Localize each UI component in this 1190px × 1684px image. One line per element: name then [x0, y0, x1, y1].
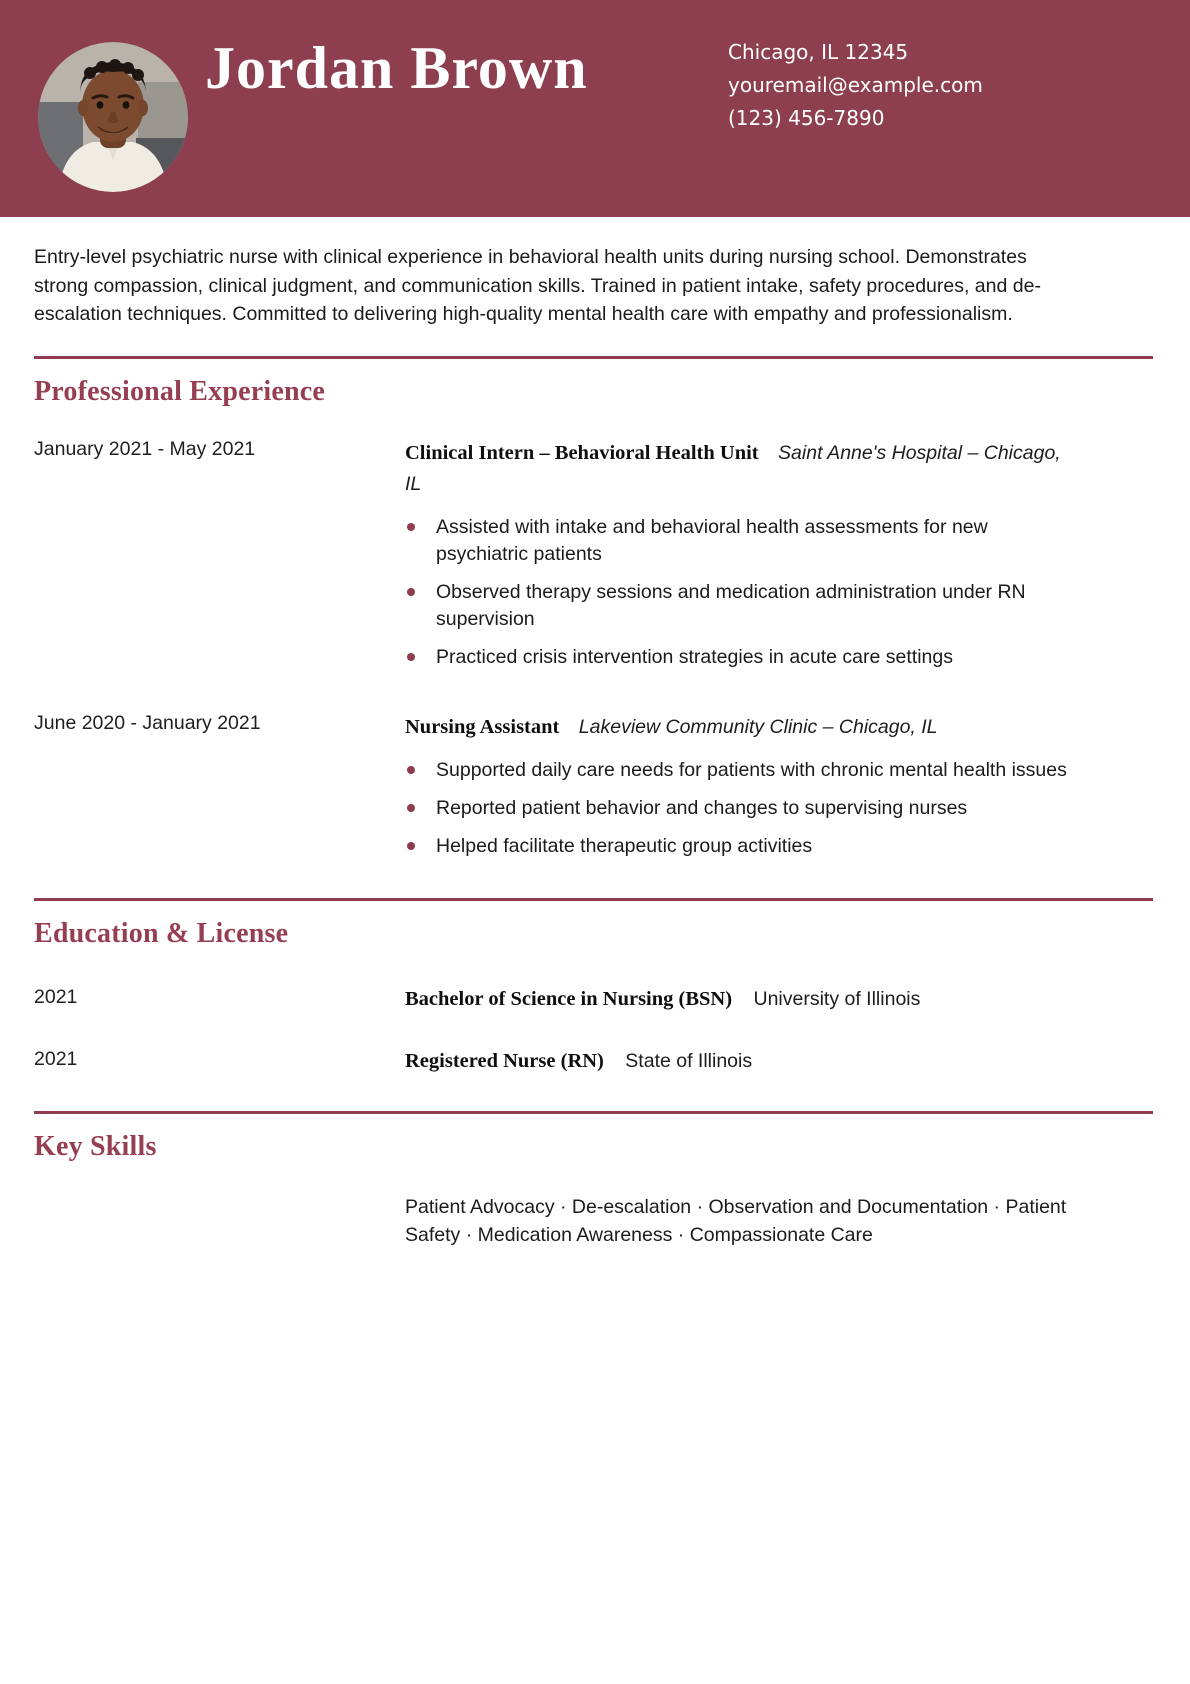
spacer [34, 1074, 1156, 1084]
job-title: Nursing Assistant [405, 715, 560, 738]
job-employer: Lakeview Community Clinic – Chicago, IL [578, 715, 938, 738]
experience-entry [34, 438, 1156, 682]
section-title-education: Education & License [34, 917, 289, 949]
bullet-dot-icon [407, 523, 415, 531]
education-credential: Registered Nurse (RN) [405, 1049, 604, 1072]
job-bullet-list [405, 514, 1081, 671]
education-institution: University of Illinois [753, 987, 921, 1010]
contact-email: youremail@example.com [728, 73, 983, 97]
job-headline [405, 712, 1067, 743]
job-title: Clinical Intern – Behavioral Health Unit [405, 441, 759, 464]
education-details [405, 986, 920, 1012]
bullet-dot-icon [407, 653, 415, 661]
person-name: Jordan Brown [205, 35, 588, 101]
section-divider [34, 898, 1153, 901]
bullet-item [405, 795, 1067, 822]
job-dates: January 2021 - May 2021 [34, 437, 256, 460]
job-headline [405, 438, 1081, 500]
header-band [0, 0, 1190, 217]
skills-text: Patient Advocacy · De-escalation · Observation and Documentation · Patient Safety · Medication Awareness · Compassionate Care [405, 1195, 1067, 1246]
job-bullet-list [405, 757, 1067, 860]
section-title-skills: Key Skills [34, 1130, 157, 1162]
bullet-item [405, 644, 1081, 671]
bullet-item [405, 757, 1067, 784]
section-divider [34, 356, 1153, 359]
avatar [38, 42, 188, 192]
bullet-item [405, 833, 1067, 860]
bullet-text: Assisted with intake and behavioral health assessments for new psychiatric patients [436, 515, 988, 565]
section-divider [34, 1111, 1153, 1114]
section-title-experience: Professional Experience [34, 375, 326, 407]
portrait-photo [38, 42, 188, 192]
education-entry [34, 986, 1156, 1012]
job-employer: Saint Anne's Hospital – Chicago, IL [405, 441, 1061, 495]
bullet-text: Supported daily care needs for patients with chronic mental health issues [436, 758, 1067, 781]
bullet-item [405, 514, 1081, 568]
bullet-dot-icon [407, 588, 415, 596]
bullet-dot-icon [407, 766, 415, 774]
bullet-text: Helped facilitate therapeutic group activities [436, 834, 813, 857]
education-year: 2021 [34, 985, 78, 1008]
education-credential: Bachelor of Science in Nursing (BSN) [405, 987, 733, 1010]
bullet-dot-icon [407, 842, 415, 850]
bullet-text: Practiced crisis intervention strategies in acute care settings [436, 645, 953, 668]
job-details [405, 438, 1081, 682]
bullet-text: Reported patient behavior and changes to supervising nurses [436, 796, 968, 819]
resume-body [0, 243, 1190, 1249]
education-entry [34, 1048, 1156, 1074]
contact-phone: (123) 456-7890 [728, 106, 885, 130]
contact-block [728, 36, 983, 135]
education-year: 2021 [34, 1047, 78, 1070]
skills-entry [34, 1193, 1156, 1249]
bullet-item [405, 579, 1081, 633]
contact-location: Chicago, IL 12345 [728, 40, 909, 64]
job-dates: June 2020 - January 2021 [34, 711, 261, 734]
summary-paragraph: Entry-level psychiatric nurse with clinical experience in behavioral health units during nursing school. Demonstrates strong compassion, clinical judgment, and communication skills. Trained in patient intake, safety procedures, and de-escalation techniques. Committed to delivering high-quality mental health care with empathy and professionalism. [34, 246, 1041, 325]
education-institution: State of Illinois [625, 1049, 753, 1072]
education-details [405, 1048, 752, 1074]
job-details [405, 712, 1067, 871]
experience-entry [34, 712, 1156, 871]
bullet-dot-icon [407, 804, 415, 812]
bullet-text: Observed therapy sessions and medication administration under RN supervision [436, 580, 1026, 630]
